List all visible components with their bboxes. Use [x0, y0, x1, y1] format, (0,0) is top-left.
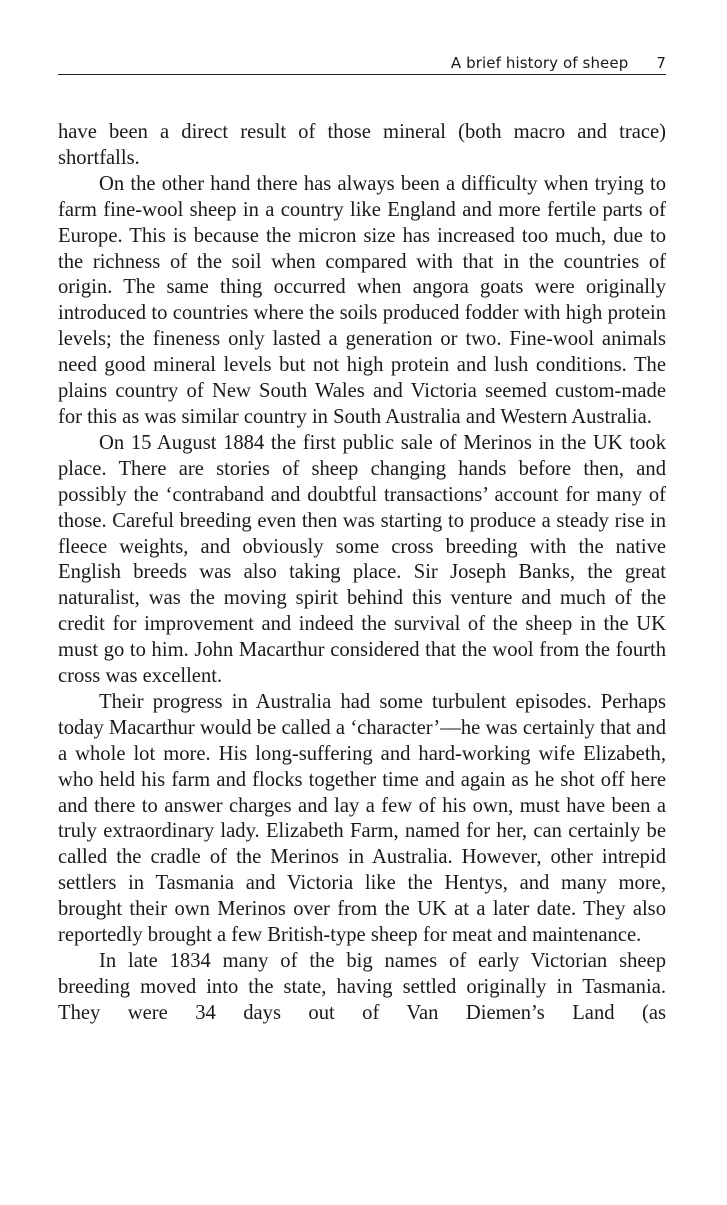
paragraph-first-sale: On 15 August 1884 the first public sale of Merinos in the UK took place. There are stories of sheep changing hands before then, and possibly the ‘contraband and doubtful transactions’ account for many of those. Careful breeding even then was starting to produce a steady rise in fleece weights, and obviously some cross breeding with the native English breeds was also taking place. Sir Joseph Banks, the great naturalist, was the moving spirit behind this venture and much of the credit for improvement and indeed the survival of the sheep in the UK must go to him. John Macarthur considered that the wool from the fourth cross was excellent. [58, 431, 666, 688]
paragraph-continuation: have been a direct result of those mineral (both macro and trace) shortfalls. [58, 121, 666, 169]
page-number: 7 [656, 54, 666, 72]
running-header [58, 54, 666, 75]
body-text [58, 120, 666, 1027]
paragraph-australia-progress: Their progress in Australia had some turbulent episodes. Perhaps today Macarthur would be called a ‘character’—he was certainly that and a whole lot more. His long-suffering and hard-working wife Elizabeth, who held his farm and flocks together time and again as he shot off here and there to answer charges and lay a few of his own, must have been a truly extraordinary lady. Elizabeth Farm, named for her, can certainly be called the cradle of the Merinos in Australia. However, other intrepid settlers in Tasmania and Victoria like the Hentys, and many more, brought their own Merinos over from the UK at a later date. They also reportedly brought a few British-type sheep for meat and maintenance. [58, 690, 666, 947]
paragraph-fine-wool: On the other hand there has always been a difficulty when trying to farm fine-wool sheep in a country like England and more fertile parts of Europe. This is because the micron size has increased too much, due to the richness of the soil when compared with that in the countries of origin. The same thing occurred when angora goats were originally introduced to countries where the soils produced fodder with high protein levels; the fineness only lasted a generation or two. Fine-wool animals need good mineral levels but not high protein and lush conditions. The plains country of New South Wales and Victoria seemed custom-made for this as was similar country in South Australia and Western Australia. [58, 172, 666, 428]
running-title: A brief history of sheep [450, 54, 629, 72]
book-page [58, 54, 666, 1027]
paragraph-victoria-1834: In late 1834 many of the big names of early Victorian sheep breeding moved into the state, having settled originally in Tasmania. They were 34 days out of Van Diemen’s Land (as [58, 950, 666, 1024]
